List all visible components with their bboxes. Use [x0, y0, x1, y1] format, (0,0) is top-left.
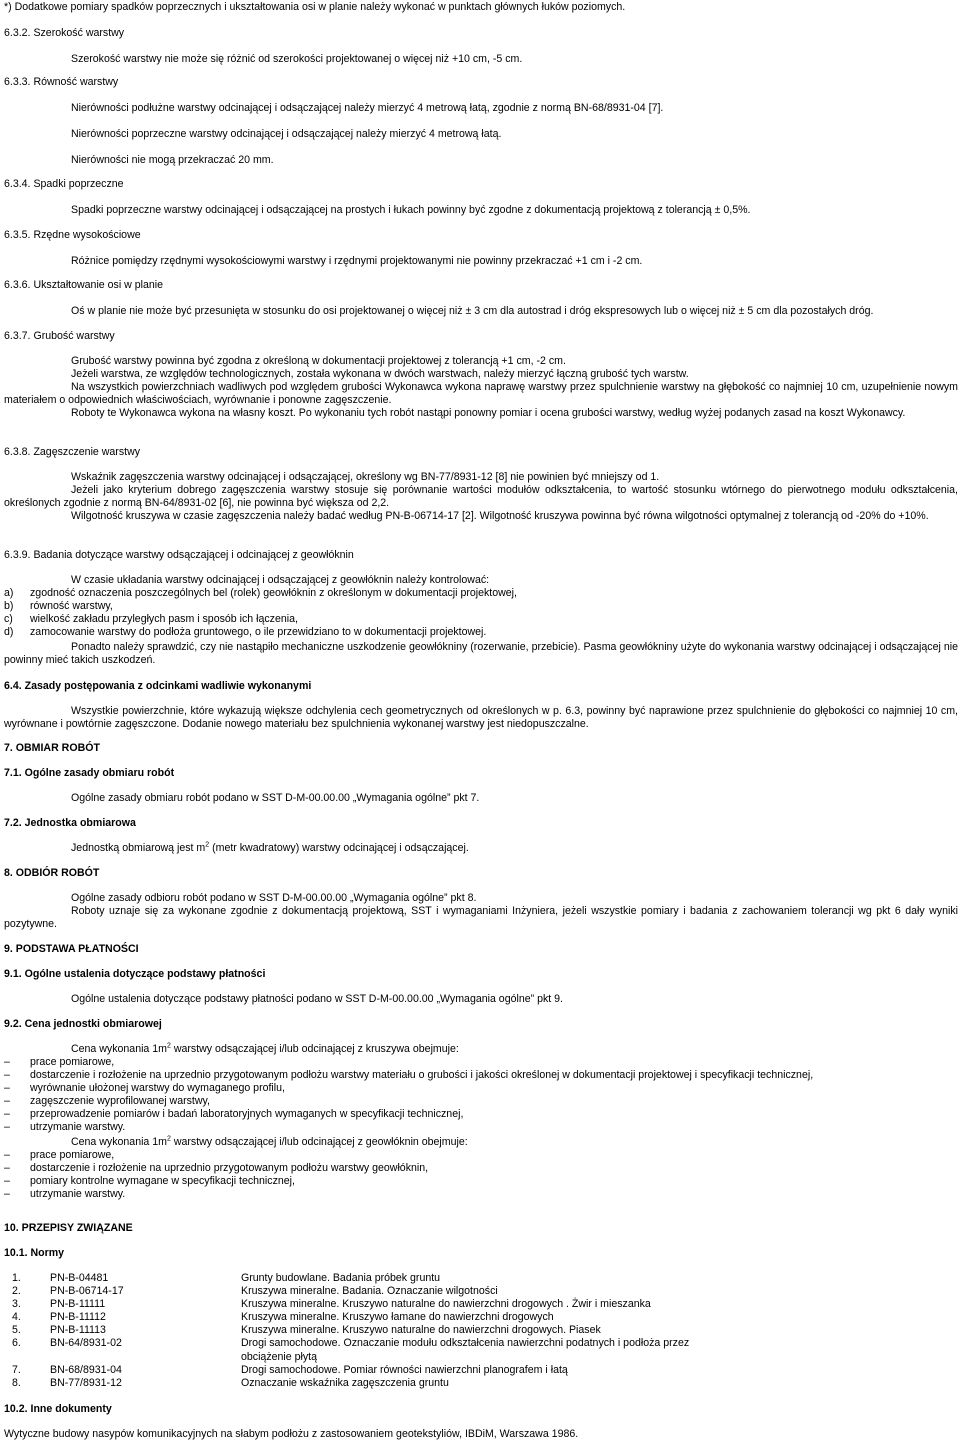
list-item: d) zamocowanie warstwy do podłoża gruntowego, o ile przewidziano to w dokumentacji projektowej.: [4, 626, 487, 639]
paragraph: Nierówności podłużne warstwy odcinającej i odsączającej należy mierzyć 4 metrową łatą, zgodnie z normą BN-68/8931-04 [7].: [71, 102, 664, 114]
heading-6-3-4: 6.3.4. Spadki poprzeczne: [4, 178, 124, 190]
heading-6-3-6: 6.3.6. Ukształtowanie osi w planie: [4, 279, 163, 291]
norm-row: 6. BN-64/8931-02 Drogi samochodowe. Oznaczanie modułu odkształcenia nawierzchni podatnych i podłoża przez obciążenie płytą: [12, 1337, 690, 1363]
norm-row: 3. PN-B-11111 Kruszywa mineralne. Kruszywo naturalne do nawierzchni drogowych . Żwir i mieszanka: [12, 1298, 651, 1311]
paragraph: Wskaźnik zagęszczenia warstwy odcinającej i odsączającej, określony wg BN-77/8931-12 [8] nie powinien być mniejszy od 1.: [71, 471, 660, 483]
heading-6-3-3: 6.3.3. Równość warstwy: [4, 76, 119, 88]
norm-row: 2. PN-B-06714-17 Kruszywa mineralne. Badania. Oznaczanie wilgotności: [12, 1285, 498, 1298]
heading-7: 7. OBMIAR ROBÓT: [4, 742, 100, 754]
heading-7-2: 7.2. Jednostka obmiarowa: [4, 817, 136, 829]
list-item: – wyrównanie ułożonej warstwy do wymaganego profilu,: [4, 1082, 285, 1095]
list-item: – dostarczenie i rozłożenie na uprzednio przygotowanym podłożu warstwy materiału o grubości i jakości określonej w dokumentacji projektowej i specyfikacji technicznej,: [4, 1069, 814, 1082]
heading-6-3-8: 6.3.8. Zagęszczenie warstwy: [4, 446, 141, 458]
heading-10-1: 10.1. Normy: [4, 1247, 65, 1259]
paragraph: Ogólne zasady odbioru robót podano w SST D-M-00.00.00 „Wymagania ogólne” pkt 8.: [71, 892, 477, 904]
paragraph: Ogólne ustalenia dotyczące podstawy płatności podano w SST D-M-00.00.00 „Wymagania ogólne” pkt 9.: [71, 993, 564, 1005]
list-item: – utrzymanie warstwy.: [4, 1121, 126, 1134]
heading-8: 8. ODBIÓR ROBÓT: [4, 867, 100, 879]
heading-9-2: 9.2. Cena jednostki obmiarowej: [4, 1018, 162, 1030]
list-item: – prace pomiarowe,: [4, 1056, 115, 1068]
heading-6-3-2: 6.3.2. Szerokość warstwy: [4, 27, 125, 39]
norm-row: 7. BN-68/8931-04 Drogi samochodowe. Pomiar równości nawierzchni planografem i łatą: [12, 1363, 568, 1376]
list-item: b) równość warstwy,: [4, 600, 113, 613]
paragraph: Oś w planie nie może być przesunięta w stosunku do osi projektowanej o więcej niż ± 3 cm dla autostrad i dróg ekspresowych lub o więcej niż ± 5 cm dla pozostałych dróg.: [71, 305, 874, 317]
paragraph: Jeżeli warstwa, ze względów technologicznych, została wykonana w dwóch warstwach, należy mierzyć łączną grubość tych warstw.: [71, 368, 689, 380]
check-list: [4, 587, 958, 639]
heading-7-1: 7.1. Ogólne zasady obmiaru robót: [4, 767, 175, 779]
list-item: – przeprowadzenie pomiarów i badań laboratoryjnych wymaganych w specyfikacji technicznej,: [4, 1108, 464, 1121]
paragraph: Wytyczne budowy nasypów komunikacyjnych na słabym podłożu z zastosowaniem geotekstyliów, IBDiM, Warszawa 1986.: [4, 1428, 579, 1440]
paragraph: Jednostką obmiarową jest $m^2$ (metr kwadratowy) warstwy odcinającej i odsączającej.: [71, 841, 469, 854]
paragraph: Nierówności poprzeczne warstwy odcinającej i odsączającej należy mierzyć 4 metrową łatą.: [71, 128, 502, 140]
heading-10: 10. PRZEPISY ZWIĄZANE: [4, 1222, 133, 1234]
norm-row: 5. PN-B-11113 Kruszywa mineralne. Kruszywo naturalne do nawierzchni drogowych. Piasek: [12, 1324, 601, 1337]
paragraph: Wilgotność kruszywa w czasie zagęszczenia należy badać według PN-B-06714-17 [2]. Wilgotność kruszywa powinna być równa wilgotności optymalnej z tolerancją od -20% do +10%.: [71, 510, 929, 522]
paragraph: Wszystkie powierzchnie, które wykazują większe odchylenia cech geometrycznych od określonych w p. 6.3, powinny być naprawione przez spulchnienie do głębokości co najmniej 10 cm, wyrównane i powtórnie zagęszczone. Dodanie nowego materiału bez spulchnienia wykonanej warstwy jest niedopuszczalne.: [4, 705, 958, 731]
paragraph: Jeżeli jako kryterium dobrego zagęszczenia warstwy stosuje się porównanie wartości modułów odkształcenia, to wartość stosunku wtórnego do pierwotnego modułu odkształcenia, określonych zgodnie z normą BN-64/8931-02 [6], nie powinna być większa od 2,2.: [4, 484, 958, 510]
paragraph: Spadki poprzeczne warstwy odcinającej i odsączającej na prostych i łukach powinny być zgodne z dokumentacją projektową z tolerancją ± 0,5%.: [71, 204, 751, 216]
paragraph: Ponadto należy sprawdzić, czy nie nastąpiło mechaniczne uszkodzenie geowłókniny (rozerwanie, przebicie). Pasma geowłókniny użyte do wykonania warstwy odcinającej i odsączającej nie powinny mieć takich uszkodzeń.: [4, 641, 958, 667]
paragraph: Szerokość warstwy nie może się różnić od szerokości projektowanej o więcej niż +10 cm, -5 cm.: [71, 53, 523, 65]
paragraph: W czasie układania warstwy odcinającej i odsączającej z geowłóknin należy kontrolować:: [71, 574, 490, 586]
list-item: – zagęszczenie wyprofilowanej warstwy,: [4, 1095, 210, 1108]
norm-row: 1. PN-B-04481 Grunty budowlane. Badania próbek gruntu: [12, 1272, 441, 1284]
heading-9-1: 9.1. Ogólne ustalenia dotyczące podstawy płatności: [4, 968, 266, 980]
cost-list-geotextile: [4, 1149, 958, 1201]
paragraph: Ogólne zasady obmiaru robót podano w SST D-M-00.00.00 „Wymagania ogólne” pkt 7.: [71, 792, 480, 804]
paragraph: Cena wykonania $1m^2$ warstwy odsączającej i/lub odcinającej z geowłóknin obejmuje:: [71, 1135, 468, 1148]
list-item: – pomiary kontrolne wymagane w specyfikacji technicznej,: [4, 1175, 295, 1188]
list-item: – prace pomiarowe,: [4, 1149, 115, 1161]
list-item: – dostarczenie i rozłożenie na uprzednio przygotowanym podłożu warstwy geowłóknin,: [4, 1162, 429, 1175]
paragraph: Roboty uznaje się za wykonane zgodnie z dokumentacją projektową, SST i wymaganiami Inżyniera, jeżeli wszystkie pomiary i badania z zachowaniem tolerancji wg pkt 6 dały wyniki pozytywne.: [4, 905, 958, 931]
paragraph: Nierówności nie mogą przekraczać 20 mm.: [71, 154, 274, 166]
heading-9: 9. PODSTAWA PŁATNOŚCI: [4, 943, 139, 955]
norms-table: [12, 1272, 958, 1390]
cost-list-aggregate: [4, 1056, 958, 1135]
heading-6-3-7: 6.3.7. Grubość warstwy: [4, 330, 115, 342]
paragraph: Różnice pomiędzy rzędnymi wysokościowymi warstwy i rzędnymi projektowanymi nie powinny przekraczać +1 cm i -2 cm.: [71, 255, 643, 267]
norm-row: 4. PN-B-11112 Kruszywa mineralne. Kruszywo łamane do nawierzchni drogowych: [12, 1311, 554, 1324]
heading-6-3-9: 6.3.9. Badania dotyczące warstwy odsączającej i odcinającej z geowłóknin: [4, 549, 354, 561]
paragraph: Grubość warstwy powinna być zgodna z określoną w dokumentacji projektowej z tolerancją +1 cm, -2 cm.: [71, 355, 566, 367]
footnote: *) Dodatkowe pomiary spadków poprzecznych i ukształtowania osi w planie należy wykonać w punktach głównych łuków poziomych.: [4, 1, 626, 13]
list-item: c) wielkość zakładu przyległych pasm i sposób ich łączenia,: [4, 613, 298, 626]
heading-6-3-5: 6.3.5. Rzędne wysokościowe: [4, 229, 141, 241]
paragraph: Na wszystkich powierzchniach wadliwych pod względem grubości Wykonawca wykona naprawę warstwy przez spulchnienie warstwy na głębokość co najmniej 10 cm, uzupełnienie nowym materiałem o odpowiednich właściwościach, wyrównanie i ponowne zagęszczenie.: [4, 381, 958, 407]
list-item: – utrzymanie warstwy.: [4, 1188, 126, 1201]
norm-row: 8. BN-77/8931-12 Oznaczanie wskaźnika zagęszczenia gruntu: [12, 1376, 449, 1389]
list-item: a) zgodność oznaczenia poszczególnych bel (rolek) geowłóknin z określonym w dokumentacji projektowej,: [4, 587, 517, 599]
paragraph: Roboty te Wykonawca wykona na własny koszt. Po wykonaniu tych robót nastąpi ponowny pomiar i ocena grubości warstwy, według wyżej podanych zasad na koszt Wykonawcy.: [71, 407, 906, 419]
heading-6-4: 6.4. Zasady postępowania z odcinkami wadliwie wykonanymi: [4, 680, 312, 692]
paragraph: Cena wykonania $1m^2$ warstwy odsączającej i/lub odcinającej z kruszywa obejmuje:: [71, 1042, 459, 1055]
heading-10-2: 10.2. Inne dokumenty: [4, 1403, 112, 1415]
